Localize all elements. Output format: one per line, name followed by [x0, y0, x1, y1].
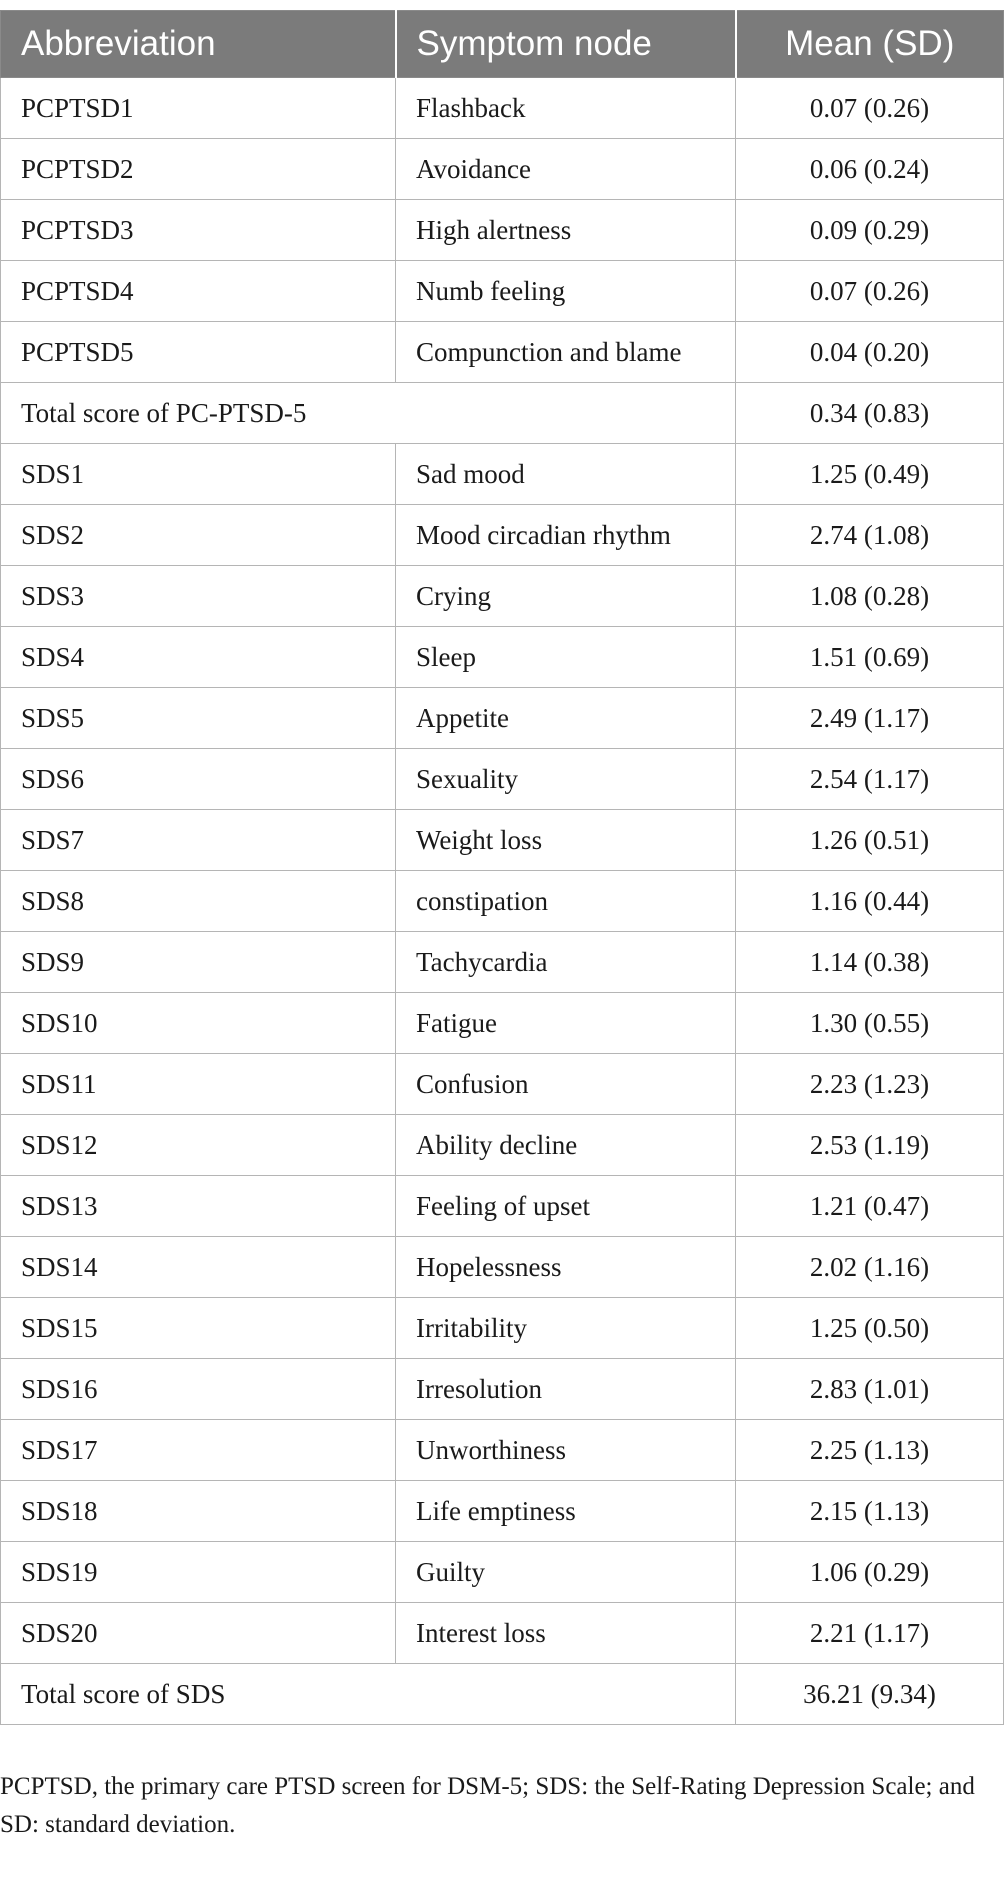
symptom-node-cell: Numb feeling: [396, 261, 736, 322]
abbreviation-cell: SDS20: [1, 1603, 396, 1664]
mean-sd-cell: 2.25 (1.13): [736, 1420, 1004, 1481]
table-row: [1, 505, 1004, 566]
abbreviation-cell: SDS14: [1, 1237, 396, 1298]
abbreviation-cell: SDS10: [1, 993, 396, 1054]
mean-sd-cell: 1.51 (0.69): [736, 627, 1004, 688]
symptom-node-cell: Irresolution: [396, 1359, 736, 1420]
symptom-node-cell: Feeling of upset: [396, 1176, 736, 1237]
mean-sd-cell: 1.14 (0.38): [736, 932, 1004, 993]
table-row: [1, 749, 1004, 810]
mean-sd-cell: 0.07 (0.26): [736, 261, 1004, 322]
table-body: [1, 78, 1004, 1725]
abbreviation-cell: SDS11: [1, 1054, 396, 1115]
total-row: [1, 383, 1004, 444]
total-label: Total score of SDS: [1, 1664, 736, 1725]
symptom-node-cell: Sexuality: [396, 749, 736, 810]
table-row: [1, 139, 1004, 200]
abbreviation-cell: SDS15: [1, 1298, 396, 1359]
table-row: [1, 1237, 1004, 1298]
table-row: [1, 566, 1004, 627]
symptom-node-cell: Guilty: [396, 1542, 736, 1603]
mean-sd-cell: 0.06 (0.24): [736, 139, 1004, 200]
symptom-node-cell: Sleep: [396, 627, 736, 688]
abbreviation-cell: SDS16: [1, 1359, 396, 1420]
symptom-node-cell: Interest loss: [396, 1603, 736, 1664]
mean-sd-cell: 2.54 (1.17): [736, 749, 1004, 810]
mean-sd-cell: 2.15 (1.13): [736, 1481, 1004, 1542]
abbreviation-cell: SDS8: [1, 871, 396, 932]
abbreviation-cell: SDS4: [1, 627, 396, 688]
total-label: Total score of PC-PTSD-5: [1, 383, 736, 444]
table-row: [1, 444, 1004, 505]
symptom-table: [0, 10, 1004, 1725]
mean-sd-cell: 0.04 (0.20): [736, 322, 1004, 383]
header-mean-sd: Mean (SD): [736, 11, 1004, 78]
abbreviation-cell: PCPTSD1: [1, 78, 396, 139]
symptom-node-cell: Compunction and blame: [396, 322, 736, 383]
mean-sd-cell: 1.08 (0.28): [736, 566, 1004, 627]
abbreviation-cell: PCPTSD4: [1, 261, 396, 322]
mean-sd-cell: 1.30 (0.55): [736, 993, 1004, 1054]
symptom-node-cell: Crying: [396, 566, 736, 627]
mean-sd-cell: 2.49 (1.17): [736, 688, 1004, 749]
symptom-node-cell: Fatigue: [396, 993, 736, 1054]
abbreviation-cell: SDS1: [1, 444, 396, 505]
table-row: [1, 1176, 1004, 1237]
table-row: [1, 627, 1004, 688]
symptom-node-cell: Avoidance: [396, 139, 736, 200]
abbreviation-cell: SDS7: [1, 810, 396, 871]
mean-sd-cell: 1.26 (0.51): [736, 810, 1004, 871]
mean-sd-cell: 1.25 (0.50): [736, 1298, 1004, 1359]
table-row: [1, 1603, 1004, 1664]
table-row: [1, 993, 1004, 1054]
table-row: [1, 1481, 1004, 1542]
mean-sd-cell: 1.06 (0.29): [736, 1542, 1004, 1603]
table-row: [1, 871, 1004, 932]
table-row: [1, 1115, 1004, 1176]
mean-sd-cell: 36.21 (9.34): [736, 1664, 1004, 1725]
abbreviation-cell: SDS9: [1, 932, 396, 993]
table-row: [1, 810, 1004, 871]
mean-sd-cell: 1.25 (0.49): [736, 444, 1004, 505]
abbreviation-cell: PCPTSD2: [1, 139, 396, 200]
symptom-node-cell: Confusion: [396, 1054, 736, 1115]
symptom-node-cell: Weight loss: [396, 810, 736, 871]
header-abbreviation: Abbreviation: [1, 11, 396, 78]
symptom-node-cell: Sad mood: [396, 444, 736, 505]
abbreviation-cell: SDS6: [1, 749, 396, 810]
abbreviation-cell: SDS3: [1, 566, 396, 627]
mean-sd-cell: 0.09 (0.29): [736, 200, 1004, 261]
symptom-node-cell: constipation: [396, 871, 736, 932]
table-row: [1, 322, 1004, 383]
abbreviation-cell: PCPTSD3: [1, 200, 396, 261]
table-row: [1, 1298, 1004, 1359]
abbreviation-cell: SDS17: [1, 1420, 396, 1481]
symptom-node-cell: Life emptiness: [396, 1481, 736, 1542]
symptom-node-cell: Tachycardia: [396, 932, 736, 993]
mean-sd-cell: 2.74 (1.08): [736, 505, 1004, 566]
mean-sd-cell: 2.23 (1.23): [736, 1054, 1004, 1115]
mean-sd-cell: 2.02 (1.16): [736, 1237, 1004, 1298]
table-row: [1, 200, 1004, 261]
table-row: [1, 1542, 1004, 1603]
abbreviation-cell: PCPTSD5: [1, 322, 396, 383]
abbreviation-cell: SDS18: [1, 1481, 396, 1542]
symptom-node-cell: Mood circadian rhythm: [396, 505, 736, 566]
total-row: [1, 1664, 1004, 1725]
table-row: [1, 1420, 1004, 1481]
abbreviation-cell: SDS12: [1, 1115, 396, 1176]
mean-sd-cell: 0.34 (0.83): [736, 383, 1004, 444]
header-symptom-node: Symptom node: [396, 11, 736, 78]
mean-sd-cell: 1.16 (0.44): [736, 871, 1004, 932]
table-header: [1, 11, 1004, 78]
symptom-node-cell: Flashback: [396, 78, 736, 139]
abbreviation-cell: SDS5: [1, 688, 396, 749]
table-footnote: PCPTSD, the primary care PTSD screen for DSM-5; SDS: the Self-Rating Depression Scale; and SD: standard deviation.: [0, 1773, 975, 1838]
table-row: [1, 932, 1004, 993]
mean-sd-cell: 1.21 (0.47): [736, 1176, 1004, 1237]
mean-sd-cell: 0.07 (0.26): [736, 78, 1004, 139]
table-row: [1, 78, 1004, 139]
mean-sd-cell: 2.53 (1.19): [736, 1115, 1004, 1176]
mean-sd-cell: 2.83 (1.01): [736, 1359, 1004, 1420]
abbreviation-cell: SDS2: [1, 505, 396, 566]
table-row: [1, 1054, 1004, 1115]
symptom-node-cell: Appetite: [396, 688, 736, 749]
symptom-node-cell: High alertness: [396, 200, 736, 261]
table-row: [1, 261, 1004, 322]
header-row: [1, 11, 1004, 78]
symptom-node-cell: Hopelessness: [396, 1237, 736, 1298]
symptom-node-cell: Ability decline: [396, 1115, 736, 1176]
abbreviation-cell: SDS19: [1, 1542, 396, 1603]
symptom-node-cell: Unworthiness: [396, 1420, 736, 1481]
table-row: [1, 688, 1004, 749]
mean-sd-cell: 2.21 (1.17): [736, 1603, 1004, 1664]
table-row: [1, 1359, 1004, 1420]
symptom-node-cell: Irritability: [396, 1298, 736, 1359]
abbreviation-cell: SDS13: [1, 1176, 396, 1237]
